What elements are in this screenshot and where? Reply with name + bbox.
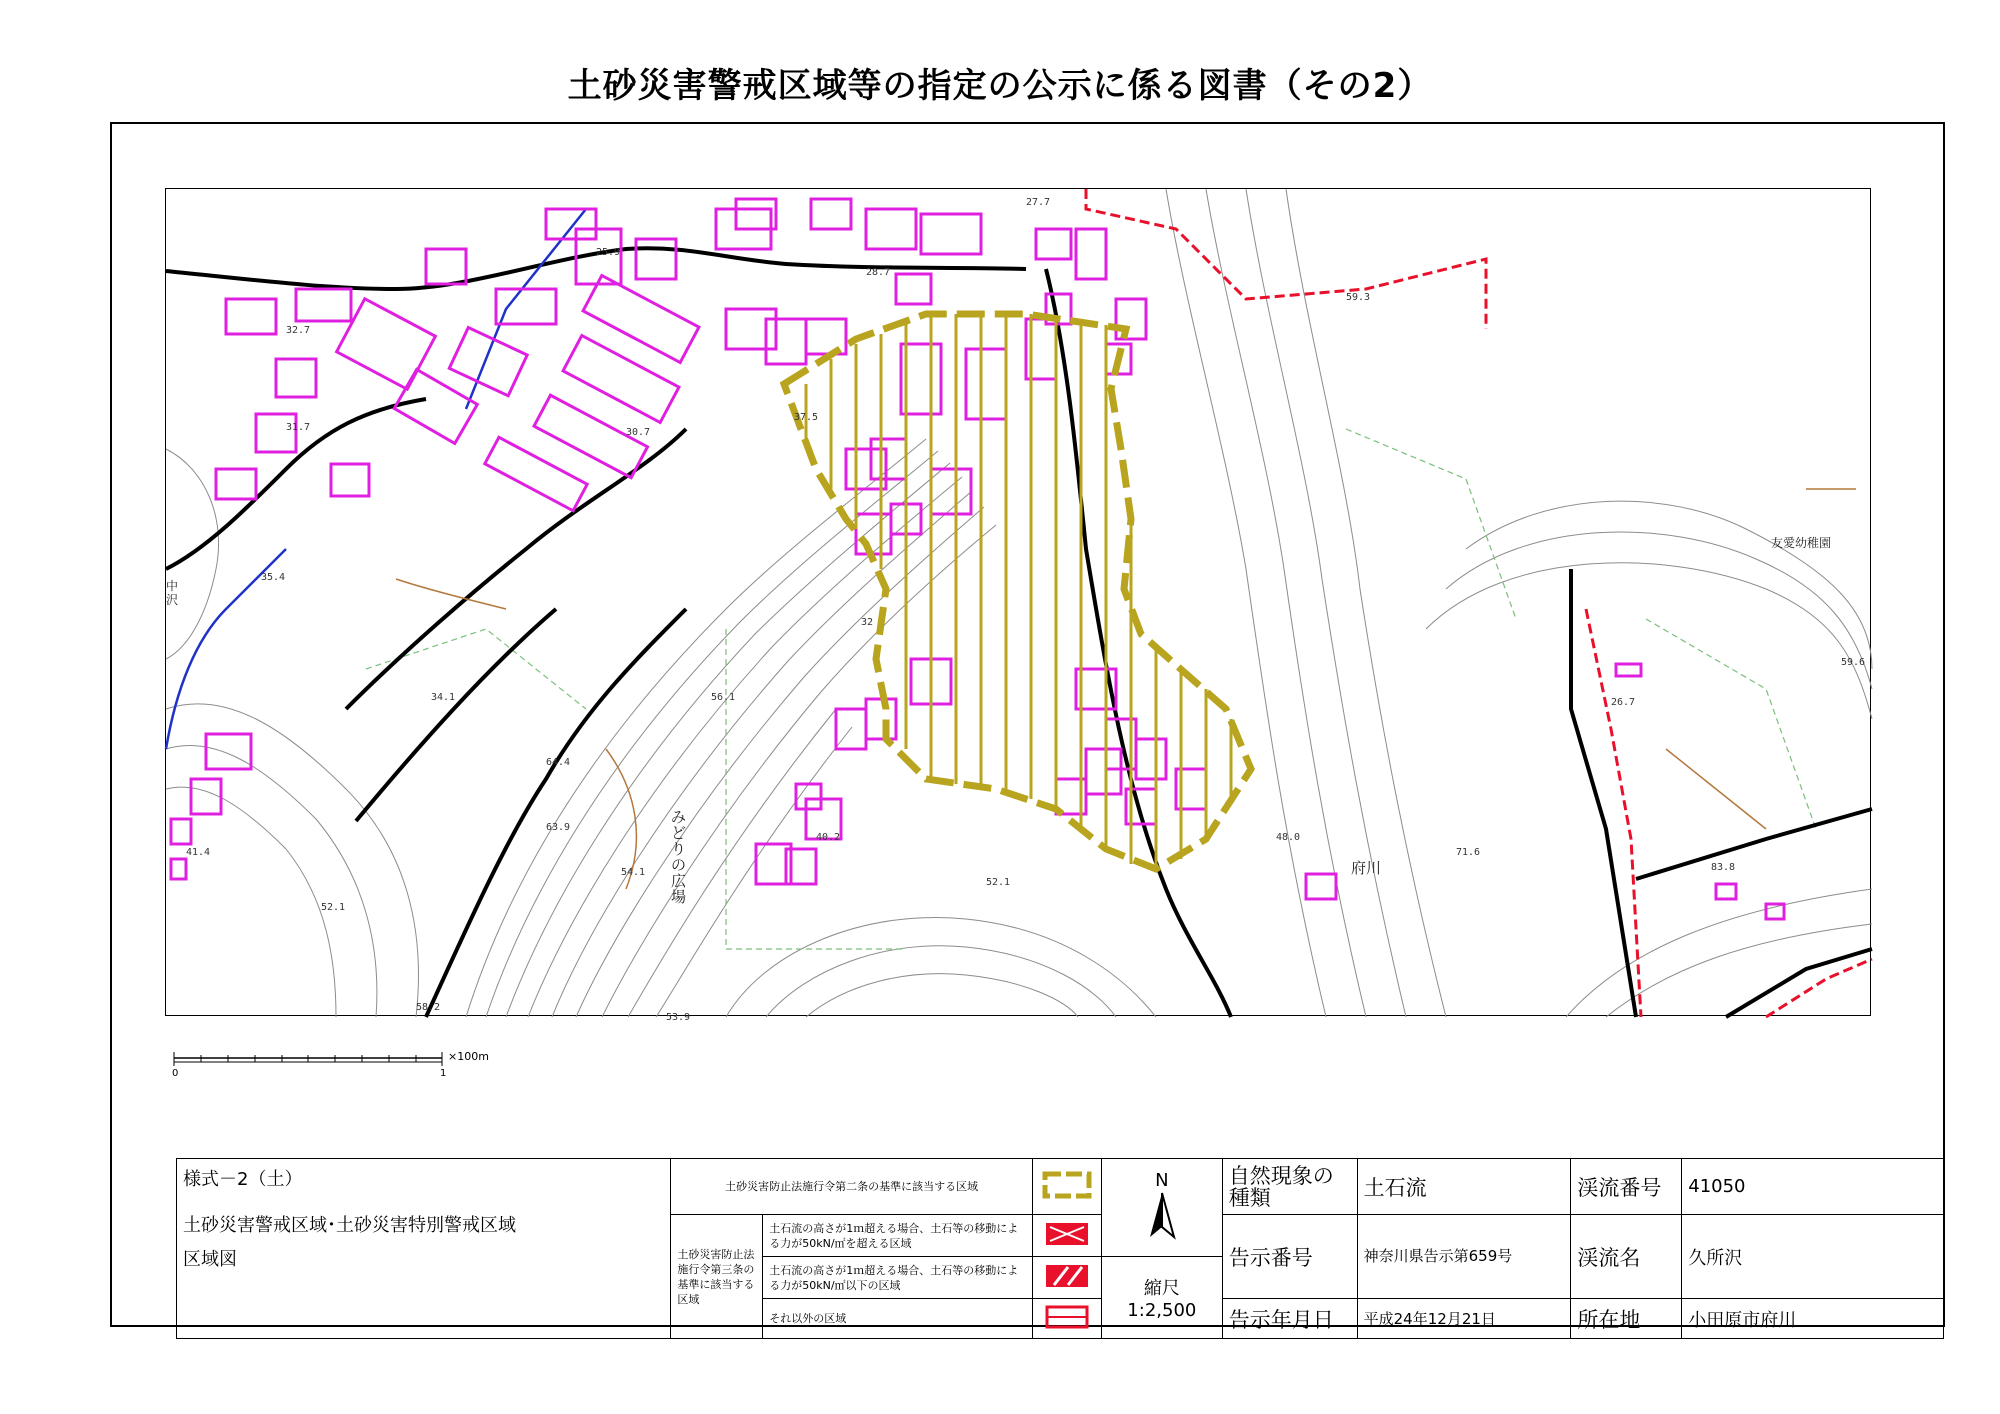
elevation-label: 83.8 bbox=[1711, 862, 1736, 873]
stream-name-value: 久所沢 bbox=[1682, 1215, 1944, 1299]
map-area[interactable] bbox=[165, 188, 1871, 1023]
special-zone-a-desc: 土石流の高さが1ｍ超える場合、土石等の移動による力が50kN/㎡を超える区域 bbox=[763, 1215, 1033, 1257]
scale-label: 縮尺 bbox=[1143, 1278, 1180, 1299]
notice-date-value: 平成24年12月21日 bbox=[1357, 1299, 1571, 1339]
elevation-label: 25.9 bbox=[596, 247, 621, 258]
location-value: 小田原市府川 bbox=[1682, 1299, 1944, 1339]
elevation-label: 52.1 bbox=[321, 902, 346, 913]
elevation-label: 52.1 bbox=[986, 877, 1011, 888]
elevation-label: 64.4 bbox=[546, 757, 571, 768]
special-zone-a-symbol bbox=[1032, 1215, 1101, 1257]
place-name-kindergarten: 友愛幼稚園 bbox=[1771, 536, 1832, 550]
north-arrow-cell bbox=[1101, 1159, 1222, 1257]
warning-zone bbox=[784, 314, 1251, 869]
elevation-label: 63.9 bbox=[546, 822, 571, 833]
area-title-line1: 土砂災害警戒区域･土砂災害特別警戒区域 bbox=[183, 1215, 516, 1236]
notice-no-value: 神奈川県告示第659号 bbox=[1357, 1215, 1571, 1299]
area-title-line2: 区域図 bbox=[183, 1249, 237, 1270]
elevation-label: 26.7 bbox=[1611, 697, 1636, 708]
scale-value: 1:2,500 bbox=[1127, 1300, 1197, 1321]
stream-no-value: 41050 bbox=[1682, 1159, 1944, 1215]
scale-one: 1 bbox=[440, 1068, 447, 1079]
red-crosshatch-icon bbox=[1042, 1219, 1092, 1249]
notice-date-label: 告示年月日 bbox=[1222, 1299, 1357, 1339]
elevation-label: 35.4 bbox=[261, 572, 286, 583]
phenomenon-label: 自然現象の種類 bbox=[1222, 1159, 1357, 1215]
elevation-label: 32.7 bbox=[286, 325, 311, 336]
elevation-label: 53.9 bbox=[666, 1012, 691, 1023]
scale-cell bbox=[1101, 1257, 1222, 1339]
elevation-label: 59.6 bbox=[1841, 657, 1866, 668]
special-zone-lines bbox=[1086, 189, 1872, 1017]
elevation-label: 37.5 bbox=[794, 412, 819, 423]
warning-zone-symbol bbox=[1032, 1159, 1101, 1215]
legend-table bbox=[176, 1158, 1944, 1332]
elevation-label: 58.2 bbox=[416, 1002, 441, 1013]
place-name-park: みどりの広場 bbox=[671, 808, 687, 906]
elevation-label: 40.2 bbox=[816, 832, 841, 843]
map-canvas bbox=[166, 189, 1872, 1017]
elevation-label: 56.1 bbox=[711, 692, 736, 703]
special-zone-c-symbol bbox=[1032, 1299, 1101, 1339]
warning-zone-desc: 土砂災害防止法施行令第二条の基準に該当する区域 bbox=[671, 1159, 1033, 1215]
elevation-label: 28.7 bbox=[866, 267, 891, 278]
notice-no-label: 告示番号 bbox=[1222, 1215, 1357, 1299]
north-label: N bbox=[1155, 1170, 1169, 1191]
stream-no-label: 渓流番号 bbox=[1571, 1159, 1682, 1215]
phenomenon-value: 土石流 bbox=[1357, 1159, 1571, 1215]
elevation-label: 34.1 bbox=[431, 692, 456, 703]
north-arrow-icon bbox=[1145, 1191, 1179, 1241]
elevation-label: 41.4 bbox=[186, 847, 211, 858]
place-name-nakazawa: 中沢 bbox=[166, 579, 179, 607]
buildings bbox=[171, 199, 1784, 919]
elevation-label: 31.7 bbox=[286, 422, 311, 433]
special-zone-b-symbol bbox=[1032, 1257, 1101, 1299]
elevation-label: 59.3 bbox=[1346, 292, 1371, 303]
page-title: 土砂災害警戒区域等の指定の公示に係る図書（その2） bbox=[567, 66, 1433, 106]
form-label: 様式－2（土） bbox=[183, 1169, 303, 1190]
elevation-label: 30.7 bbox=[626, 427, 651, 438]
special-zone-c-desc: それ以外の区域 bbox=[763, 1299, 1033, 1339]
elevation-label: 71.6 bbox=[1456, 847, 1481, 858]
red-outline-icon bbox=[1042, 1302, 1092, 1332]
stream-name-label: 渓流名 bbox=[1571, 1215, 1682, 1299]
place-name-fukawa: 府川 bbox=[1351, 859, 1382, 877]
scale-zero: 0 bbox=[172, 1068, 179, 1079]
scale-bar bbox=[170, 1048, 489, 1082]
elevation-label: 48.0 bbox=[1276, 832, 1301, 843]
legend-title-cell bbox=[177, 1159, 671, 1339]
scale-unit: ×100m bbox=[448, 1050, 489, 1063]
location-label: 所在地 bbox=[1571, 1299, 1682, 1339]
special-zone-group: 土砂災害防止法施行令第三条の基準に該当する区域 bbox=[671, 1215, 763, 1339]
red-hatch-icon bbox=[1042, 1261, 1092, 1291]
elevation-label: 54.1 bbox=[621, 867, 646, 878]
elevation-label: 27.7 bbox=[1026, 197, 1051, 208]
yellow-zone-icon bbox=[1039, 1168, 1095, 1202]
elevation-label: 32 bbox=[861, 617, 874, 628]
special-zone-b-desc: 土石流の高さが1ｍ超える場合、土石等の移動による力が50kN/㎡以下の区域 bbox=[763, 1257, 1033, 1299]
